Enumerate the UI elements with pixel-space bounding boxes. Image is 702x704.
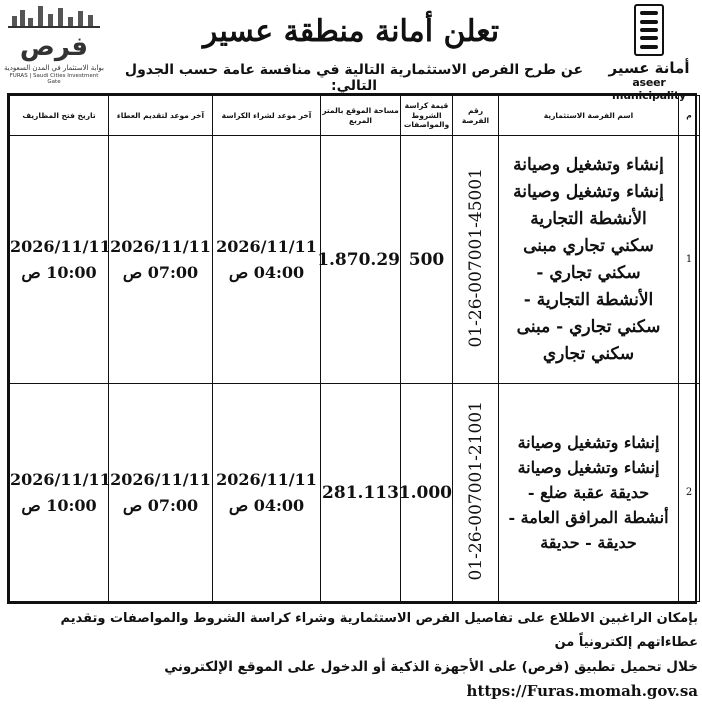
header-code: رقم الفرصة <box>453 96 499 136</box>
furas-arabic-caption: بوابة الاستثمار في المدن السعودية <box>4 64 104 72</box>
row-code: 01-26-007001-45001 <box>465 167 486 348</box>
row-area: 1.870.29 <box>321 136 401 384</box>
city-skyline-icon <box>8 6 100 28</box>
furas-logo <box>4 6 104 92</box>
submit-time: 07:00 ص <box>122 495 199 515</box>
open-time: 10:00 ص <box>21 262 97 282</box>
row-fee: 1.000 <box>401 384 453 602</box>
table-header-row <box>10 96 700 136</box>
table-row <box>10 384 700 602</box>
logo-arabic-text: أمانة عسير <box>608 59 690 77</box>
footer-note <box>6 607 698 704</box>
footer-line-1: بإمكان الراغبين الاطلاع على تفاصيل الفرص الاستثمارية وشراء كراسة الشروط والمواصفات وتقديم عطاءاتهم إلكترونياً من <box>60 611 698 650</box>
footer-line-2-text: خلال تحميل تطبيق (فرص) على الأجهزة الذكية أو الدخول على الموقع الإلكتروني <box>164 659 698 675</box>
row-buy-deadline <box>213 136 321 384</box>
page-subtitle: عن طرح الفرص الاستثمارية التالية في منافسة عامة حسب الجدول التالي: <box>124 62 584 94</box>
row-buy-deadline <box>213 384 321 602</box>
row-open-date <box>10 384 109 602</box>
row-name: إنشاء وتشغيل وصيانة إنشاء وتشغيل وصيانة الأنشطة التجارية سكني تجاري مبنى سكني تجاري - الأنشطة التجارية - سكني تجاري - مبنى سكني تجاري <box>499 136 679 384</box>
buy-time: 04:00 ص <box>228 262 305 282</box>
row-open-date <box>10 136 109 384</box>
submit-date: 2026/11/11 <box>110 469 211 489</box>
row-no: 2 <box>679 384 700 602</box>
buy-date: 2026/11/11 <box>216 236 317 256</box>
open-date: 2026/11/11 <box>10 236 111 256</box>
header-submit-deadline: آخر موعد لتقديم العطاء <box>109 96 213 136</box>
table-row <box>10 136 700 384</box>
opportunities-table <box>7 93 697 604</box>
submit-time: 07:00 ص <box>122 262 199 282</box>
row-no: 1 <box>679 136 700 384</box>
furas-wordmark: فرص <box>19 32 89 62</box>
logo-english-text: aseer municipality <box>611 76 687 102</box>
buy-date: 2026/11/11 <box>216 469 317 489</box>
header-name: اسم الفرصة الاستثمارية <box>499 96 679 136</box>
row-fee: 500 <box>401 136 453 384</box>
header-fee: قيمة كراسة الشروط والمواصفات <box>401 96 453 136</box>
header-no: م <box>679 96 700 136</box>
row-code-cell <box>453 384 499 602</box>
header-open-date: تاريخ فتح المظاريف <box>10 96 109 136</box>
aseer-municipality-logo <box>604 4 694 102</box>
page-title: تعلن أمانة منطقة عسير <box>202 14 500 49</box>
footer-url-link[interactable]: https://Furas.momah.gov.sa <box>466 682 698 700</box>
aseer-emblem-icon <box>634 4 664 56</box>
open-time: 10:00 ص <box>21 495 97 515</box>
submit-date: 2026/11/11 <box>110 236 211 256</box>
open-date: 2026/11/11 <box>10 469 111 489</box>
row-code: 01-26-007001-21001 <box>465 400 486 581</box>
header-buy-deadline: آخر موعد لشراء الكراسة <box>213 96 321 136</box>
buy-time: 04:00 ص <box>228 495 305 515</box>
furas-english-caption: FURAS | Saudi Cities Investment Gate <box>9 73 99 85</box>
row-name: إنشاء وتشغيل وصيانة إنشاء وتشغيل وصيانة حديقة عقبة ضلع - أنشطة المرافق العامة - حديقة - حديقة <box>499 384 679 602</box>
row-submit-deadline <box>109 384 213 602</box>
row-submit-deadline <box>109 136 213 384</box>
header-area: مساحة الموقع بالمتر المربع <box>321 96 401 136</box>
row-code-cell <box>453 136 499 384</box>
row-area: 281.113 <box>321 384 401 602</box>
footer-line-2 <box>6 655 698 704</box>
